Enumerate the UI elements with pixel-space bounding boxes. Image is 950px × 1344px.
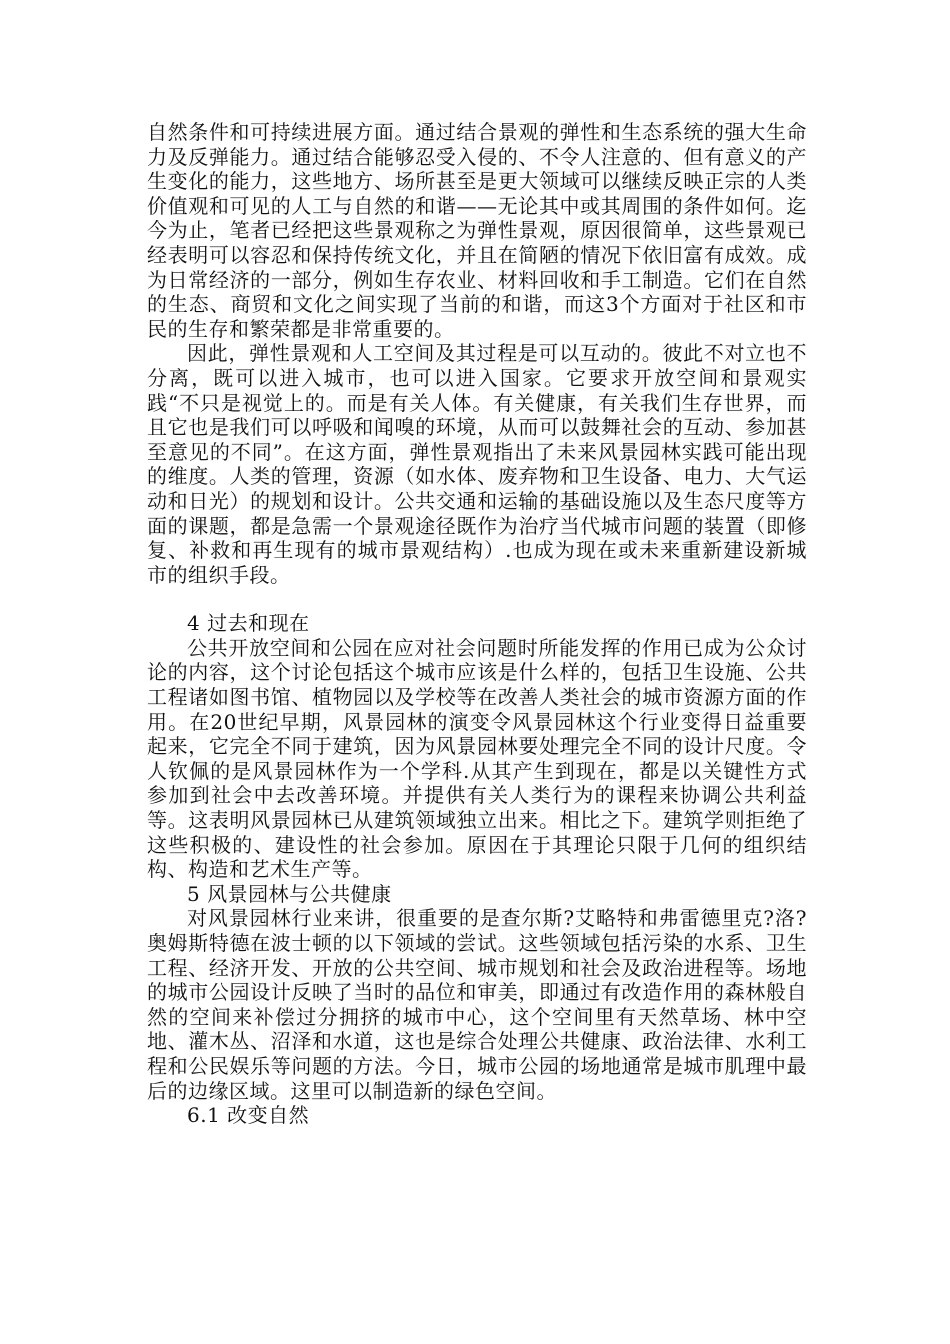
paragraph-public-space: 公共开放空间和公园在应对社会问题时所能发挥的作用已成为公众讨论的内容，这个讨论包括这个城市应该是什么样的，包括卫生设施、公共工程诸如图书馆、植物园以及学校等在改善人类社会的城市资源方面的作用。在20世纪早期，风景园林的演变令风景园林这个行业变得日益重要起来，它完全不同于建筑，因为风景园林要处理完全不同的设计尺度。令人钦佩的是风景园林作为一个学科.从其产生到现在，都是以关键性方式参加到社会中去改善环境。并提供有关人类行为的课程来协调公共利益等。这表明风景园林已从建筑领域独立出来。相比之下。建筑学则拒绝了这些积极的、建设性的社会参加。原因在于其理论只限于几何的组织结构、构造和艺术生产等。 <box>147 635 807 882</box>
paragraph-boston-parks: 对风景园林行业来讲，很重要的是查尔斯?艾略特和弗雷德里克?洛?奥姆斯特德在波士顿的以下领域的尝试。这些领域包括污染的水系、卫生工程、经济开发、开放的公共空间、城市规划和社会及政治进程等。场地的城市公园设计反映了当时的品位和审美，即通过有改造作用的森林般自然的空间来补偿过分拥挤的城市中心，这个空间里有天然草场、林中空地、灌木丛、沼泽和水道，这也是综合处理公共健康、政治法律、水利工程和公民娱乐等问题的方法。今日，城市公园的场地通常是城市肌理中最后的边缘区域。这里可以制造新的绿色空间。 <box>147 906 807 1103</box>
heading-changing-nature: 6.1 改变自然 <box>187 1103 310 1128</box>
paragraph-interaction: 因此，弹性景观和人工空间及其过程是可以互动的。彼此不对立也不分离，既可以进入城市，也可以进入国家。它要求开放空间和景观实践“不只是视觉上的。而是有关人体。有关健康，有关我们生存世界，而且它也是我们可以呼吸和闻嗅的环境，从而可以鼓舞社会的互动、参加甚至意见的不同”。在这方面，弹性景观指出了未来风景园林实践可能出现的维度。人类的管理，资源（如水体、废弃物和卫生设备、电力、大气运动和日光）的规划和设计。公共交通和运输的基础设施以及生态尺度等方面的课题，都是急需一个景观途径既作为治疗当代城市问题的装置（即修复、补救和再生现有的城市景观结构）.也成为现在或未来重新建设新城市的组织手段。 <box>147 341 807 587</box>
heading-landscape-public-health: 5 风景园林与公共健康 <box>187 881 392 906</box>
paragraph-resilient-landscape: 自然条件和可持续进展方面。通过结合景观的弹性和生态系统的强大生命力及反弹能力。通过结合能够忍受入侵的、不令人注意的、但有意义的产生变化的能力，这些地方、场所甚至是更大领域可以继续反映正宗的人类价值观和可见的人工与自然的和谐——无论其中或其周围的条件如何。迄今为止，笔者已经把这些景观称之为弹性景观，原因很简单，这些景观已经表明可以容忍和保持传统文化，并且在简陋的情况下依旧富有成效。成为日常经济的一部分，例如生存农业、材料回收和手工制造。它们在自然的生态、商贸和文化之间实现了当前的和谐，而这3个方面对于社区和市民的生存和繁荣都是非常重要的。 <box>147 120 807 341</box>
heading-past-and-present: 4 过去和现在 <box>187 611 310 636</box>
section-spacer <box>147 587 807 611</box>
document-page <box>147 120 807 1128</box>
